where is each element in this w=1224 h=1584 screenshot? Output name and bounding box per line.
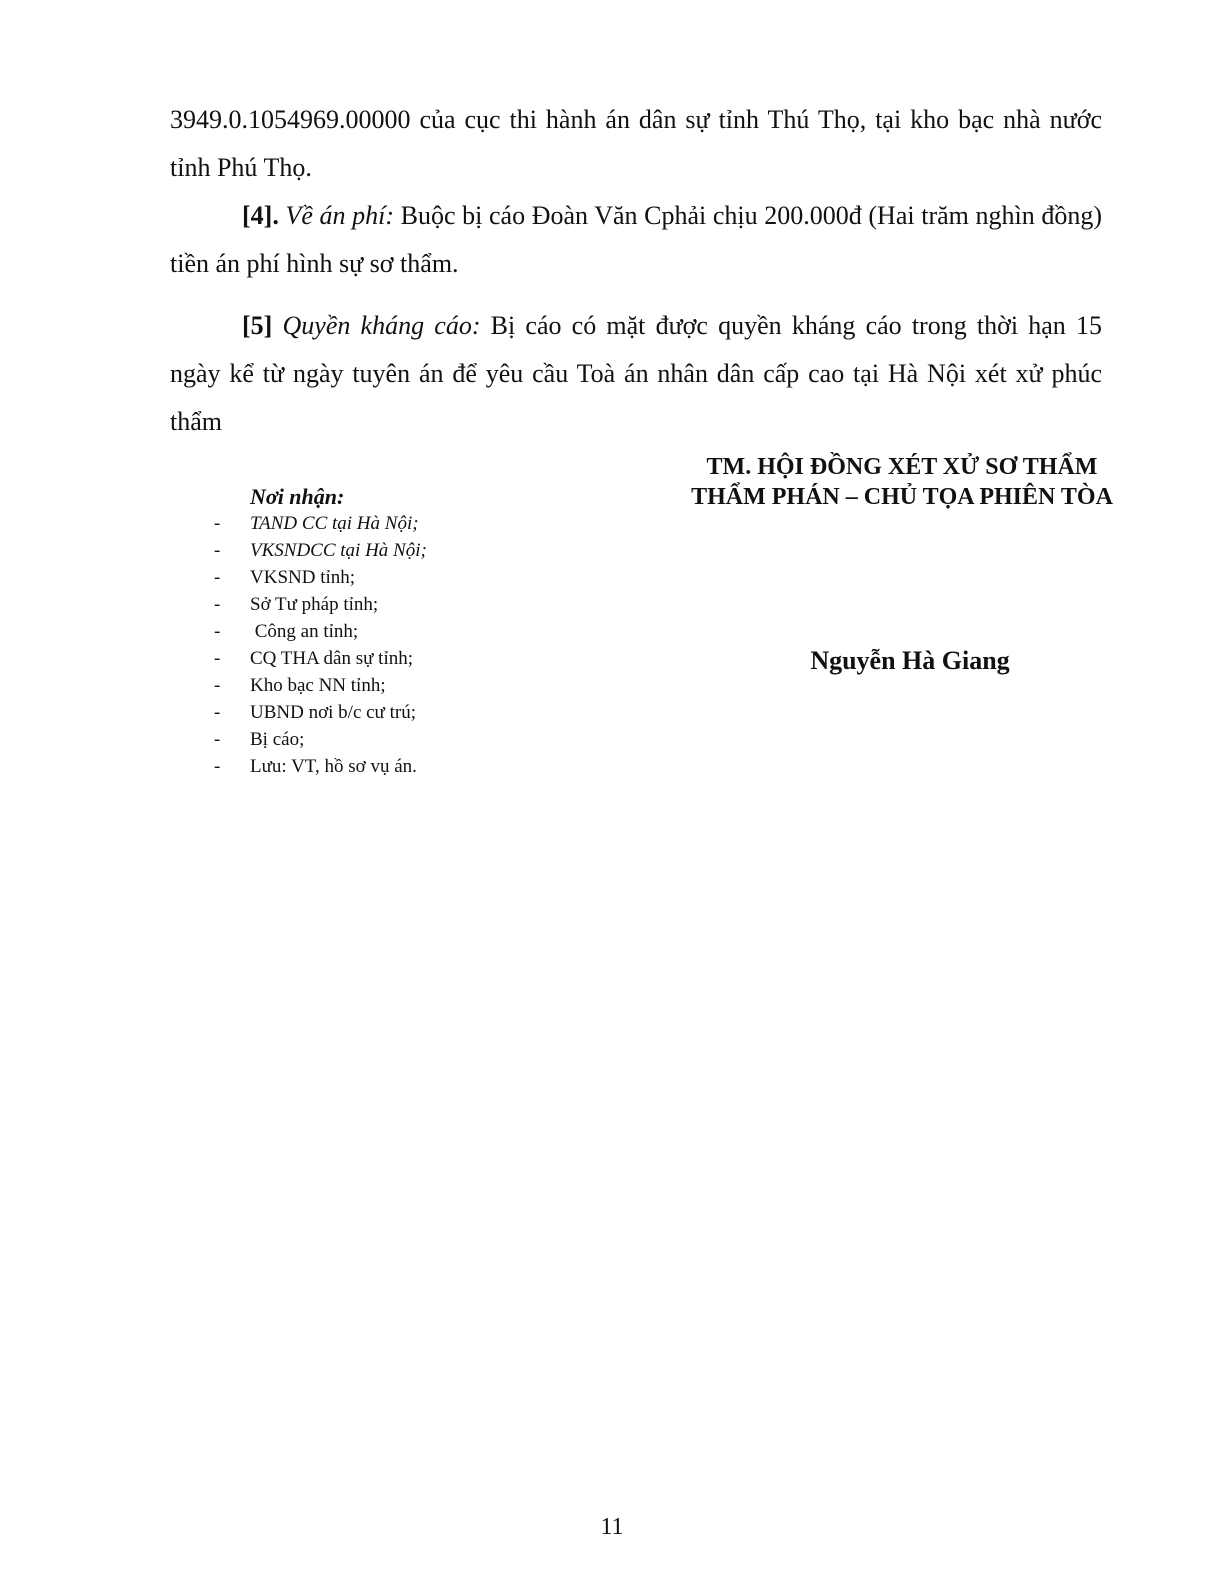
list-item: - Lưu: VT, hồ sơ vụ án. (214, 756, 417, 777)
section-label: [5] (242, 311, 273, 340)
paragraph-continuation: 3949.0.1054969.00000 của cục thi hành án dân sự tỉnh Thú Thọ, tại kho bạc nhà nước tỉnh Phú Thọ. (170, 105, 1102, 182)
list-item: - VKSND tỉnh; (214, 567, 356, 588)
section-text: Bị cáo có mặt được quyền kháng cáo trong thời hạn 15 ngày kể từ ngày tuyên án để yêu cầu Toà án nhân dân cấp cao tại Hà Nội xét xử phúc thẩm (170, 311, 1102, 436)
section-text: Buộc bị cáo Đoàn Văn Cphải chịu 200.000đ (Hai trăm nghìn đồng) tiền án phí hình sự sơ thẩm. (170, 201, 1102, 278)
paragraph-court-fee (170, 192, 1102, 288)
list-item: - Sở Tư pháp tỉnh; (214, 594, 379, 615)
list-item: - Kho bạc NN tỉnh; (214, 675, 386, 696)
list-item: - TAND CC tại Hà Nội; (214, 513, 419, 534)
recipients-title: Nơi nhận: (250, 484, 345, 509)
signature-title-line1: TM. HỘI ĐỒNG XÉT XỬ SƠ THẨM (706, 454, 1098, 480)
paragraph-appeal-right (170, 302, 1102, 446)
list-item: - Bị cáo; (214, 729, 305, 750)
list-item: - CQ THA dân sự tỉnh; (214, 648, 414, 669)
section-label: [4]. (242, 201, 279, 230)
signature-block (660, 452, 1144, 512)
list-item: - VKSNDCC tại Hà Nội; (214, 540, 427, 561)
section-title: Về án phí: (285, 201, 395, 230)
signer-name: Nguyễn Hà Giang (810, 646, 1010, 675)
section-title: Quyền kháng cáo: (282, 311, 481, 340)
list-item: - Công an tỉnh; (214, 621, 359, 642)
signature-title-line2: THẨM PHÁN – CHỦ TỌA PHIÊN TÒA (691, 484, 1113, 510)
list-item: - UBND nơi b/c cư trú; (214, 702, 416, 723)
page-number: 11 (600, 1514, 624, 1540)
recipients-list (214, 510, 427, 780)
